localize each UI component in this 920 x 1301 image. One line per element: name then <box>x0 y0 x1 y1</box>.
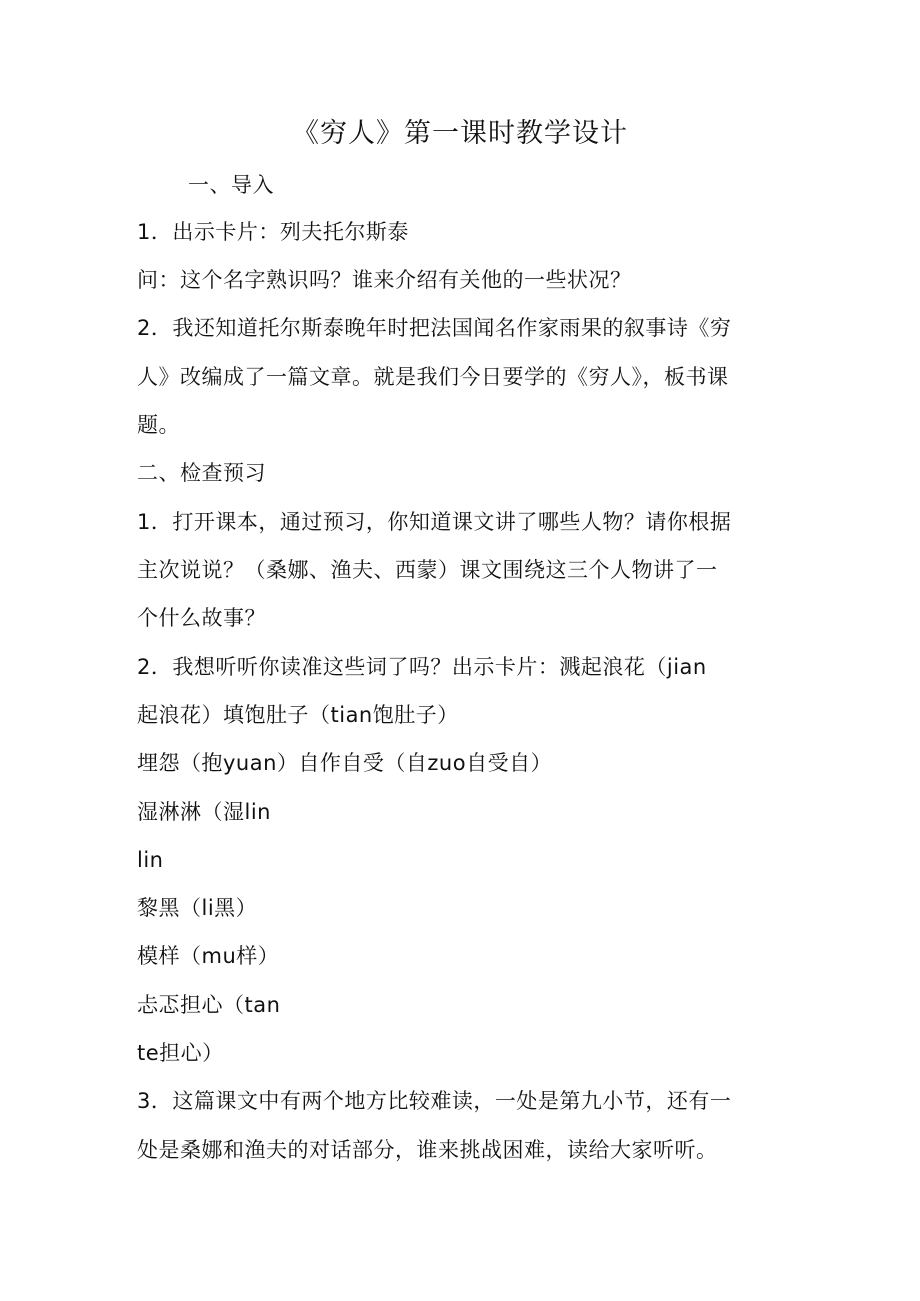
paragraph-line: 主次说说？（桑娜、渔夫、西蒙）课文围绕这三个人物讲了一 <box>137 558 718 582</box>
paragraph-line: 1．打开课本，通过预习，你知道课文讲了哪些人物？请你根据 <box>137 510 732 534</box>
paragraph-line: 问：这个名字熟识吗？谁来介绍有关他的一些状况？ <box>137 268 632 292</box>
paragraph-line: 人》改编成了一篇文章。就是我们今日要学的《穷人》，板书课 <box>137 365 729 389</box>
paragraph-line: 黎黑（li黑） <box>137 896 258 920</box>
document-title: 《穷人》第一课时教学设计 <box>292 118 628 149</box>
paragraph-line: 湿淋淋（湿lin <box>137 800 271 824</box>
paragraph-line: 处是桑娜和渔夫的对话部分，谁来挑战困难，读给大家听听。 <box>137 1138 718 1162</box>
paragraph-line: 个什么故事？ <box>137 606 266 630</box>
paragraph-line: te担心） <box>137 1041 224 1065</box>
paragraph-line: 2．我还知道托尔斯泰晚年时把法国闻名作家雨果的叙事诗《穷 <box>137 316 732 340</box>
paragraph-line: 起浪花）填饱肚子（tian饱肚子） <box>137 703 459 727</box>
paragraph-line: 埋怨（抱yuan）自作自受（自zuo自受自） <box>137 751 553 775</box>
paragraph-line: 模样（mu样） <box>137 944 280 968</box>
paragraph-line: 3．这篇课文中有两个地方比较难读，一处是第九小节，还有一 <box>137 1089 732 1113</box>
section-heading-preview: 二、检查预习 <box>137 461 266 485</box>
paragraph-line: lin <box>137 848 164 872</box>
paragraph-line: 2．我想听听你读准这些词了吗？出示卡片：溅起浪花（jian <box>137 655 707 679</box>
paragraph-line: 题。 <box>137 413 180 437</box>
section-heading-intro: 一、导入 <box>188 173 274 197</box>
paragraph-line: 忐忑担心（tan <box>137 993 281 1017</box>
paragraph-line: 1．出示卡片：列夫托尔斯泰 <box>137 220 409 244</box>
